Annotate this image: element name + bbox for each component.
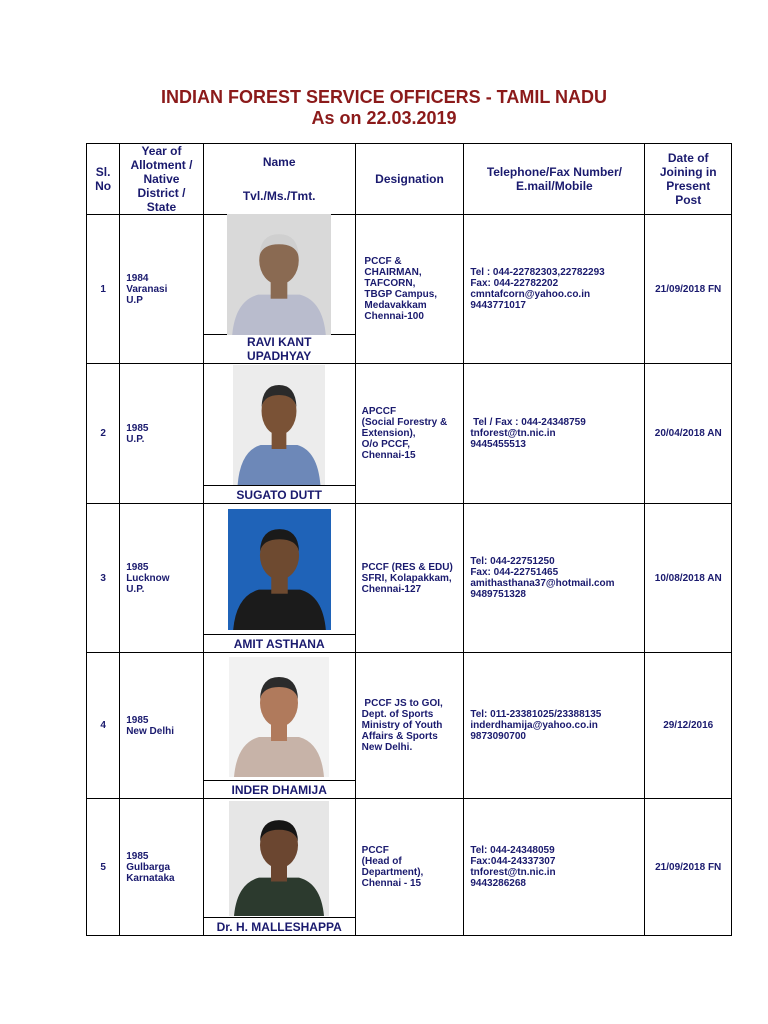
cell-year-allotment: 1985 Gulbarga Karnataka — [120, 799, 204, 936]
header-designation: Designation — [355, 144, 464, 215]
cell-sl: 3 — [87, 504, 120, 653]
cell-date-joining: 20/04/2018 AN — [645, 364, 732, 504]
cell-date-joining: 29/12/2016 — [645, 653, 732, 799]
officer-photo — [228, 509, 331, 630]
photo-frame — [204, 504, 355, 634]
officer-name: AMIT ASTHANA — [204, 634, 355, 652]
cell-date-joining: 10/08/2018 AN — [645, 504, 732, 653]
header-name-top: Name — [262, 155, 296, 169]
photo-frame — [204, 653, 355, 780]
header-telephone: Telephone/Fax Number/ E.mail/Mobile — [464, 144, 645, 215]
cell-date-joining: 21/09/2018 FN — [645, 799, 732, 936]
cell-telephone: Tel : 044-22782303,22782293 Fax: 044-22782202 cmntafcorn@yahoo.co.in 9443771017 — [464, 215, 645, 364]
photo-frame — [204, 215, 355, 334]
officer-photo — [233, 365, 325, 485]
cell-telephone: Tel / Fax : 044-24348759 tnforest@tn.nic.in 9445455513 — [464, 364, 645, 504]
photo-frame — [204, 799, 355, 917]
cell-designation: PCCF (RES & EDU) SFRI, Kolapakkam, Chennai-127 — [355, 504, 464, 653]
cell-sl: 2 — [87, 364, 120, 504]
cell-sl: 5 — [87, 799, 120, 936]
officer-name: SUGATO DUTT — [204, 485, 355, 503]
cell-telephone: Tel: 044-22751250 Fax: 044-22751465 amithasthana37@hotmail.com 9489751328 — [464, 504, 645, 653]
cell-name — [203, 799, 355, 936]
cell-name — [203, 504, 355, 653]
table-row — [87, 653, 732, 799]
cell-year-allotment: 1984 Varanasi U.P — [120, 215, 204, 364]
officer-photo — [227, 214, 331, 335]
table-row — [87, 504, 732, 653]
officer-photo — [229, 801, 329, 916]
page-subtitle: As on 22.03.2019 — [311, 108, 457, 128]
officer-name: RAVI KANT UPADHYAY — [204, 334, 355, 363]
header-year: Year of Allotment / Native District / State — [120, 144, 204, 215]
officers-table — [86, 143, 732, 936]
cell-year-allotment: 1985 Lucknow U.P. — [120, 504, 204, 653]
header-name — [203, 144, 355, 215]
table-row — [87, 215, 732, 364]
cell-designation: PCCF (Head of Department), Chennai - 15 — [355, 799, 464, 936]
table-row — [87, 799, 732, 936]
cell-telephone: Tel: 044-24348059 Fax:044-24337307 tnforest@tn.nic.in 9443286268 — [464, 799, 645, 936]
officer-name: INDER DHAMIJA — [204, 780, 355, 798]
page-title: INDIAN FOREST SERVICE OFFICERS - TAMIL NADU — [160, 87, 608, 107]
photo-frame — [204, 364, 355, 485]
cell-telephone: Tel: 011-23381025/23388135 inderdhamija@yahoo.co.in 9873090700 — [464, 653, 645, 799]
header-name-bottom: Tvl./Ms./Tmt. — [242, 189, 316, 203]
cell-date-joining: 21/09/2018 FN — [645, 215, 732, 364]
cell-designation: PCCF JS to GOI, Dept. of Sports Ministry of Youth Affairs & Sports New Delhi. — [355, 653, 464, 799]
header-row — [87, 144, 732, 215]
cell-sl: 4 — [87, 653, 120, 799]
table-row — [87, 364, 732, 504]
cell-designation: APCCF (Social Forestry & Extension), O/o PCCF, Chennai-15 — [355, 364, 464, 504]
cell-designation: PCCF & CHAIRMAN, TAFCORN, TBGP Campus, Medavakkam Chennai-100 — [355, 215, 464, 364]
cell-name — [203, 653, 355, 799]
cell-year-allotment: 1985 U.P. — [120, 364, 204, 504]
cell-sl: 1 — [87, 215, 120, 364]
officer-photo — [229, 657, 329, 777]
officer-name: Dr. H. MALLESHAPPA — [204, 917, 355, 935]
header-date: Date of Joining in Present Post — [645, 144, 732, 215]
cell-year-allotment: 1985 New Delhi — [120, 653, 204, 799]
cell-name — [203, 364, 355, 504]
header-sl: Sl. No — [87, 144, 120, 215]
cell-name — [203, 215, 355, 364]
